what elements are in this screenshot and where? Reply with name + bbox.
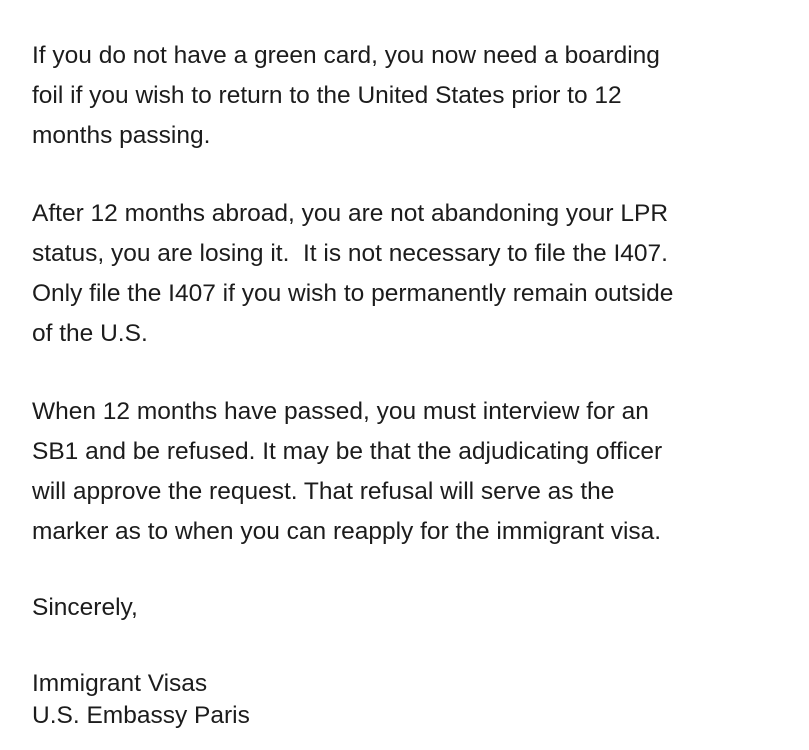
- paragraph-line: Only file the I407 if you wish to permanently remain outside: [32, 280, 674, 307]
- closing-text: Sincerely,: [32, 594, 138, 621]
- paragraph-line: months passing.: [32, 122, 211, 149]
- paragraph-sb1-interview: [32, 392, 792, 552]
- paragraph-line: When 12 months have passed, you must interview for an: [32, 398, 649, 425]
- paragraph-spacer: [32, 552, 792, 588]
- paragraph-lpr-status: [32, 194, 792, 354]
- paragraph-boarding-foil: [32, 36, 792, 156]
- signature-block: [32, 664, 792, 728]
- paragraph-line: After 12 months abroad, you are not abandoning your LPR: [32, 200, 669, 227]
- paragraph-line: status, you are losing it. It is not necessary to file the I407.: [32, 240, 668, 267]
- paragraph-spacer: [32, 354, 792, 392]
- paragraph-line: If you do not have a green card, you now need a boarding: [32, 42, 660, 69]
- paragraph-line: of the U.S.: [32, 320, 148, 347]
- paragraph-line: foil if you wish to return to the United States prior to 12: [32, 82, 622, 109]
- paragraph-line: marker as to when you can reapply for the immigrant visa.: [32, 518, 662, 545]
- letter-body: [32, 36, 792, 728]
- paragraph-spacer: [32, 156, 792, 194]
- signature-office: U.S. Embassy Paris: [32, 702, 250, 729]
- signature-department: Immigrant Visas: [32, 670, 208, 697]
- paragraph-line: will approve the request. That refusal will serve as the: [32, 478, 615, 505]
- closing: [32, 588, 792, 628]
- paragraph-line: SB1 and be refused. It may be that the adjudicating officer: [32, 438, 663, 465]
- paragraph-spacer: [32, 628, 792, 664]
